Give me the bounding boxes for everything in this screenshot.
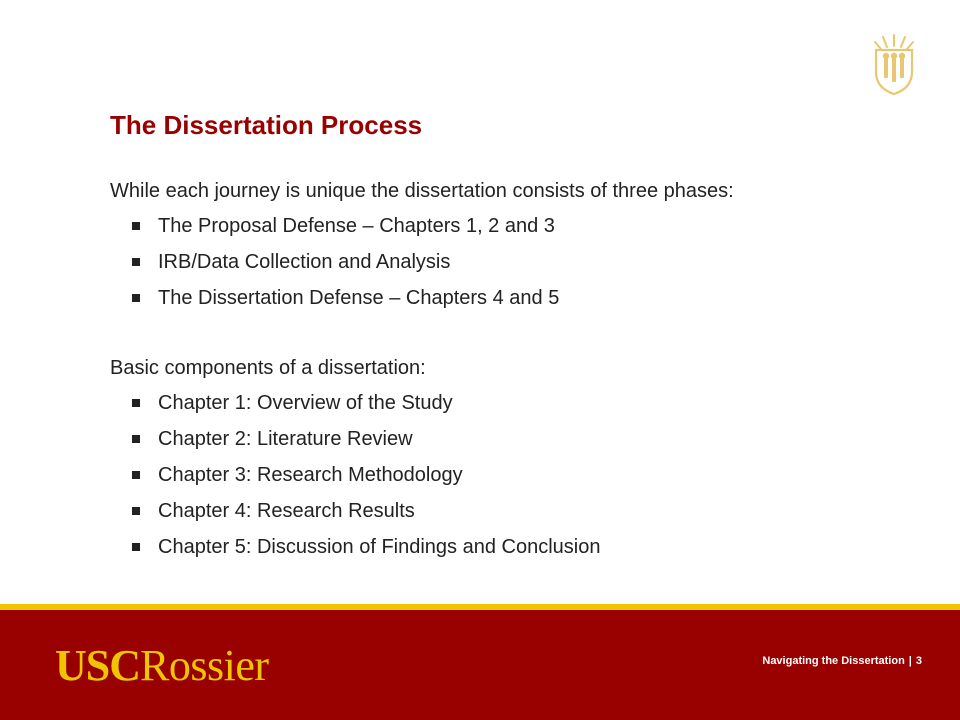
square-bullet-icon	[132, 258, 140, 266]
square-bullet-icon	[132, 294, 140, 302]
components-heading: Basic components of a dissertation:	[110, 357, 426, 379]
list-item-label: IRB/Data Collection and Analysis	[158, 251, 451, 273]
list-item-label: Chapter 3: Research Methodology	[158, 464, 463, 486]
list-item-label: Chapter 2: Literature Review	[158, 428, 413, 450]
usc-rossier-logo	[55, 640, 269, 690]
square-bullet-icon	[132, 543, 140, 551]
components-list	[132, 385, 600, 565]
footer-caption	[762, 655, 922, 667]
presentation-title: Navigating the Dissertation	[762, 655, 905, 667]
square-bullet-icon	[132, 507, 140, 515]
slide-title: The Dissertation Process	[110, 110, 423, 140]
list-item-label: Chapter 4: Research Results	[158, 500, 415, 522]
list-item-label: Chapter 1: Overview of the Study	[158, 392, 453, 414]
list-item	[132, 421, 600, 457]
logo-rossier-text: Rossier	[140, 641, 269, 690]
list-item-label: The Proposal Defense – Chapters 1, 2 and 3	[158, 215, 555, 237]
square-bullet-icon	[132, 471, 140, 479]
square-bullet-icon	[132, 435, 140, 443]
list-item	[132, 208, 559, 244]
list-item	[132, 280, 559, 316]
list-item-label: Chapter 5: Discussion of Findings and Conclusion	[158, 536, 601, 558]
square-bullet-icon	[132, 222, 140, 230]
intro-text: While each journey is unique the dissertation consists of three phases:	[110, 180, 734, 202]
list-item	[132, 529, 600, 565]
list-item	[132, 244, 559, 280]
list-item-label: The Dissertation Defense – Chapters 4 and 5	[158, 287, 560, 309]
square-bullet-icon	[132, 399, 140, 407]
logo-usc-text: USC	[55, 641, 141, 690]
separator: |	[908, 655, 912, 667]
list-item	[132, 457, 600, 493]
usc-seal-icon	[872, 32, 916, 96]
page-number: 3	[915, 655, 922, 667]
phases-list	[132, 208, 559, 316]
list-item	[132, 385, 600, 421]
list-item	[132, 493, 600, 529]
